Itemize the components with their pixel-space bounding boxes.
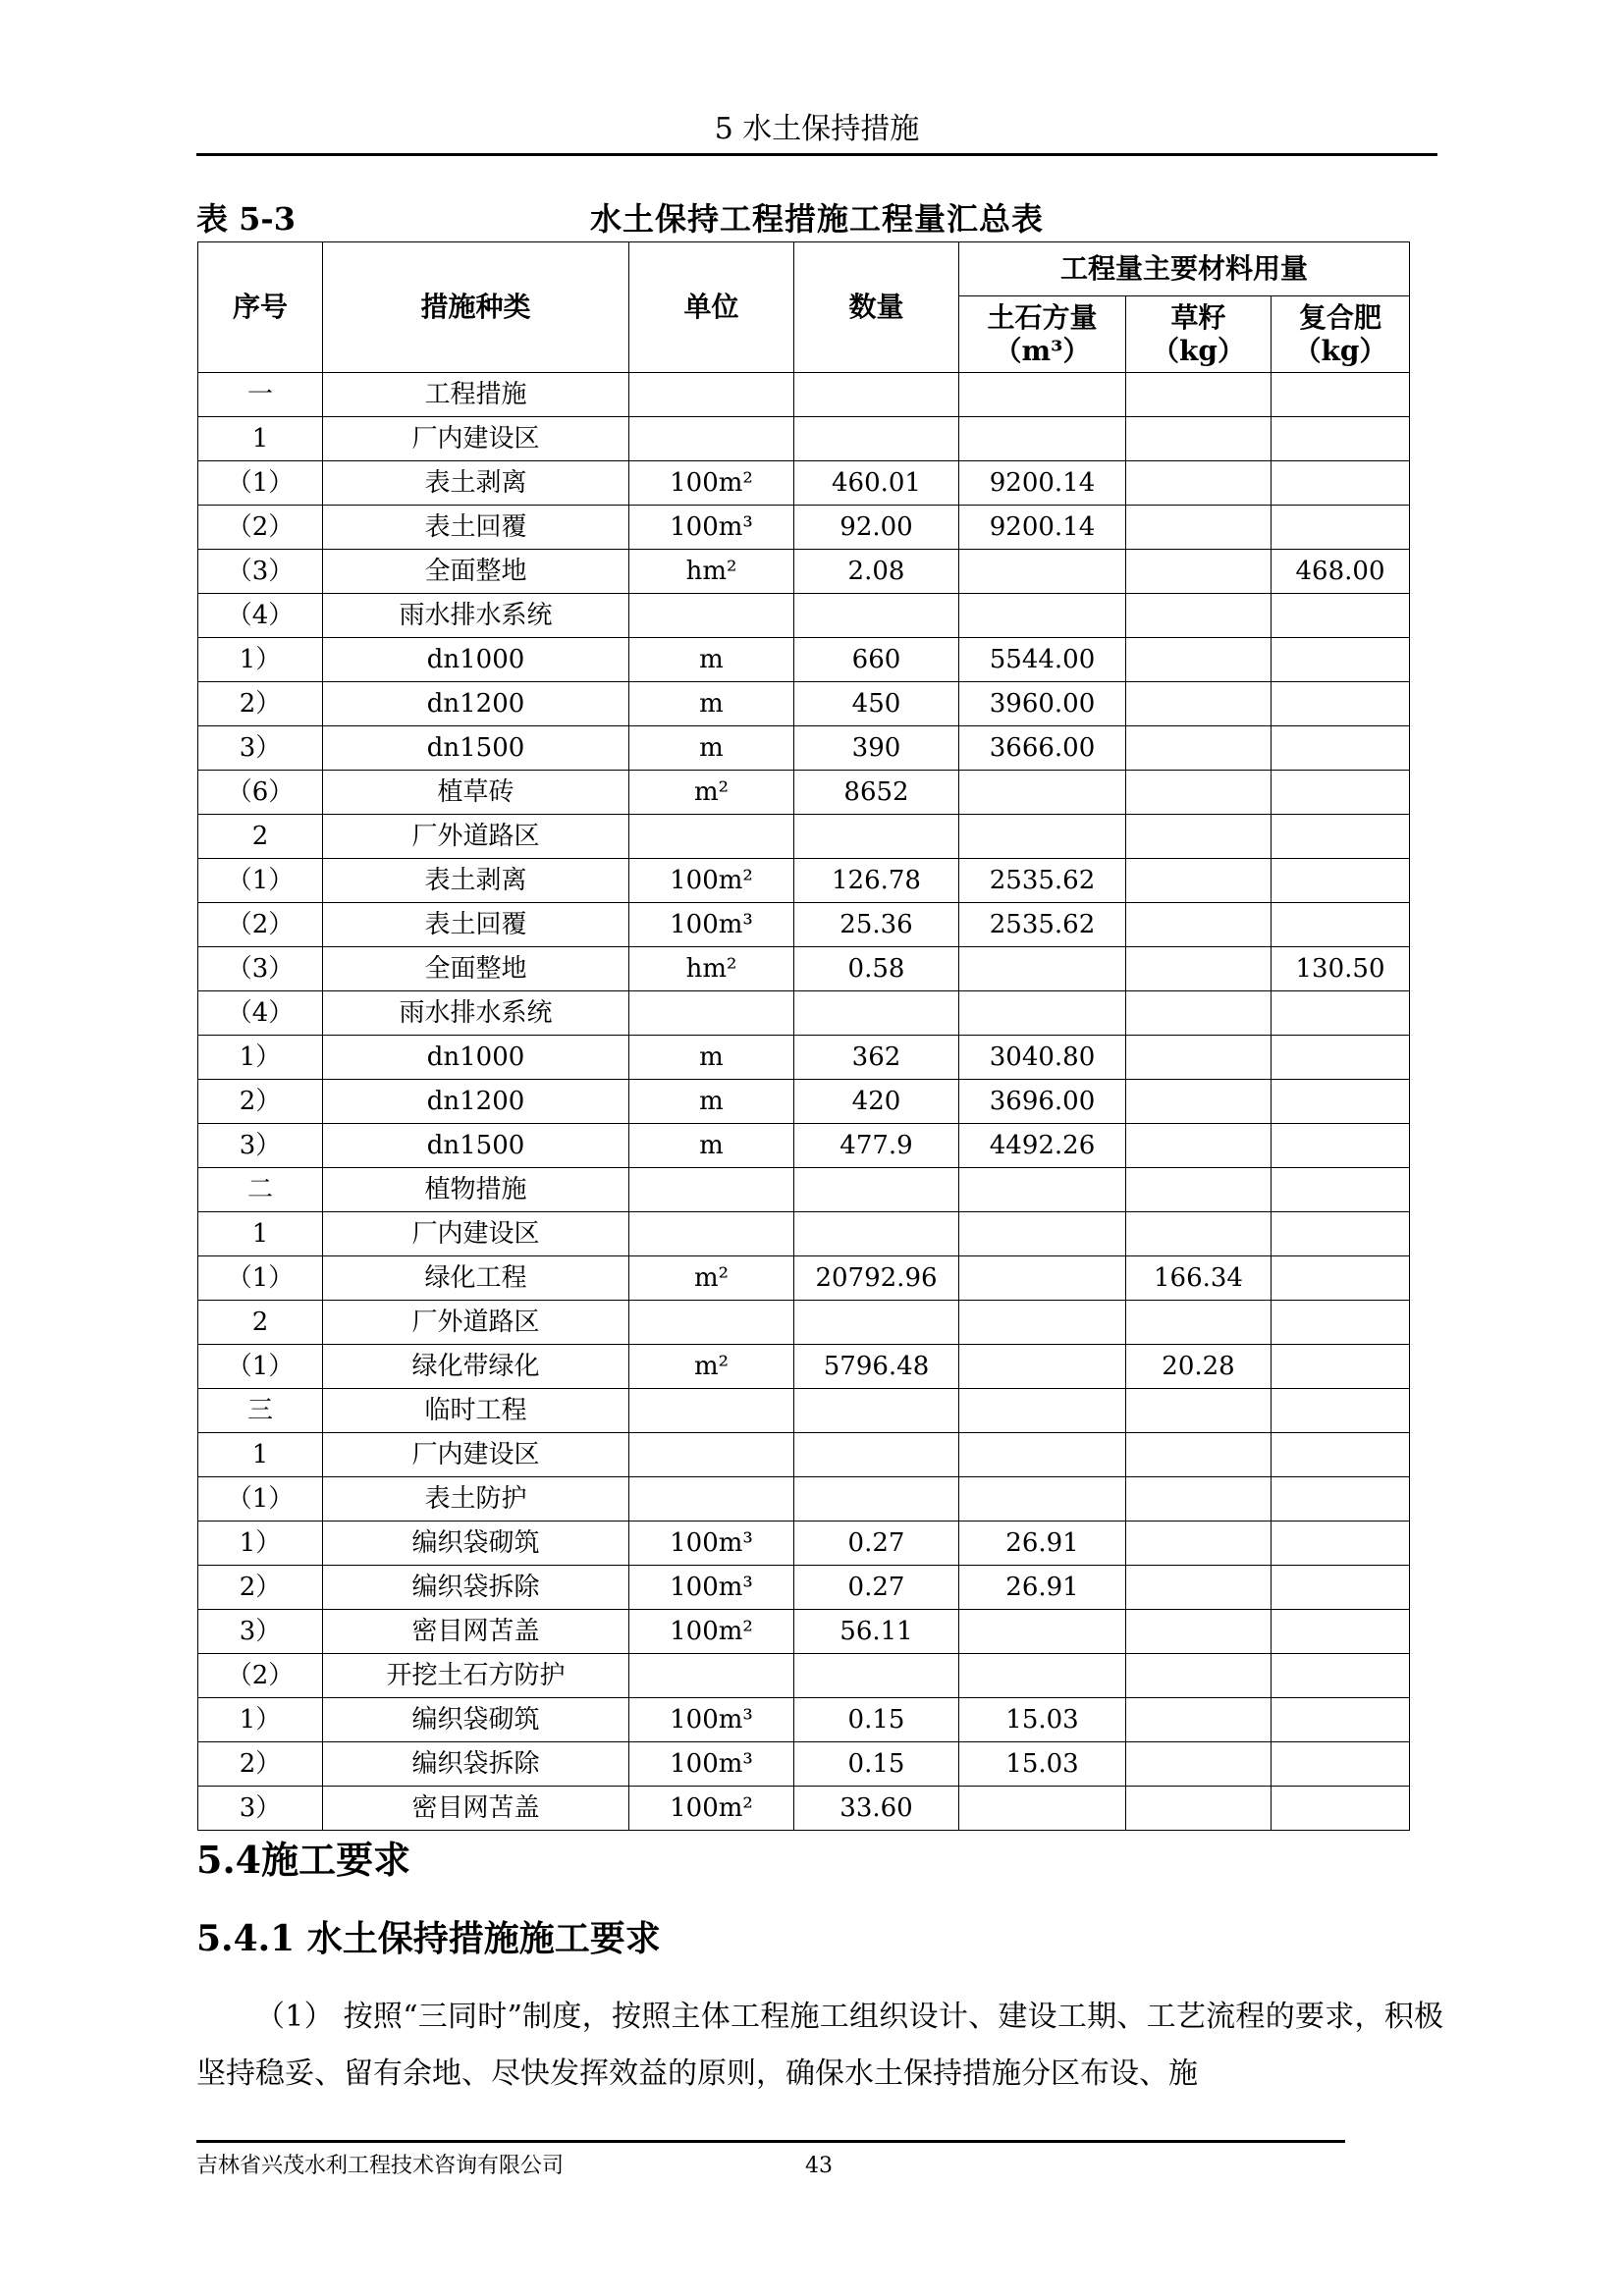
table-row	[198, 1168, 1410, 1212]
quantity-cell: 362	[794, 1036, 959, 1080]
seed-cell	[1126, 594, 1272, 638]
table-row	[198, 1566, 1410, 1610]
header-quantity: 数量	[794, 242, 959, 373]
seq-cell: （2）	[198, 903, 323, 947]
seq-cell: 2）	[198, 1566, 323, 1610]
seed-cell	[1126, 1036, 1272, 1080]
quantity-cell: 450	[794, 682, 959, 726]
table-row	[198, 1654, 1410, 1698]
earth-cell	[959, 1389, 1126, 1433]
table-row	[198, 506, 1410, 550]
header-seed	[1126, 296, 1272, 373]
table-row	[198, 1433, 1410, 1477]
quantity-cell: 2.08	[794, 550, 959, 594]
unit-cell: m	[629, 682, 794, 726]
unit-cell: 100m³	[629, 1522, 794, 1566]
seed-cell	[1126, 815, 1272, 859]
quantity-cell: 477.9	[794, 1124, 959, 1168]
seq-cell: （6）	[198, 771, 323, 815]
header-fertilizer	[1272, 296, 1410, 373]
unit-cell: 100m³	[629, 1698, 794, 1742]
earth-cell: 2535.62	[959, 859, 1126, 903]
quantity-cell	[794, 1477, 959, 1522]
earth-cell: 9200.14	[959, 506, 1126, 550]
seed-cell	[1126, 550, 1272, 594]
fertilizer-cell	[1272, 903, 1410, 947]
earth-cell	[959, 1610, 1126, 1654]
table-row	[198, 991, 1410, 1036]
seed-cell	[1126, 1787, 1272, 1831]
measure-cell: 表土回覆	[323, 506, 629, 550]
earth-cell: 3040.80	[959, 1036, 1126, 1080]
fertilizer-cell	[1272, 1522, 1410, 1566]
measure-cell: 密目网苫盖	[323, 1787, 629, 1831]
seq-cell: 1	[198, 1433, 323, 1477]
quantity-cell	[794, 373, 959, 417]
fertilizer-cell	[1272, 1124, 1410, 1168]
quantity-cell	[794, 1212, 959, 1256]
table-row	[198, 903, 1410, 947]
earth-cell	[959, 1477, 1126, 1522]
unit-cell: 100m²	[629, 461, 794, 506]
table-number: 表 5-3	[196, 200, 296, 238]
seq-cell: 1）	[198, 1036, 323, 1080]
measure-cell: 表土回覆	[323, 903, 629, 947]
table-row	[198, 1742, 1410, 1787]
seq-cell: 2	[198, 815, 323, 859]
unit-cell: 100m³	[629, 1742, 794, 1787]
earth-cell	[959, 1654, 1126, 1698]
table-caption	[196, 196, 1437, 241]
seed-cell	[1126, 1433, 1272, 1477]
table-row	[198, 1036, 1410, 1080]
earth-cell	[959, 1256, 1126, 1301]
earth-cell	[959, 550, 1126, 594]
seq-cell: 3）	[198, 1610, 323, 1654]
quantity-cell: 20792.96	[794, 1256, 959, 1301]
seed-cell	[1126, 417, 1272, 461]
fertilizer-cell	[1272, 682, 1410, 726]
fertilizer-cell	[1272, 1036, 1410, 1080]
measure-cell: 厂内建设区	[323, 1212, 629, 1256]
earth-cell	[959, 417, 1126, 461]
unit-cell	[629, 1301, 794, 1345]
seq-cell: 2）	[198, 1742, 323, 1787]
quantity-cell	[794, 417, 959, 461]
measure-cell: 表土剥离	[323, 461, 629, 506]
quantity-cell	[794, 1168, 959, 1212]
seed-cell	[1126, 373, 1272, 417]
measure-cell: 厂内建设区	[323, 417, 629, 461]
earth-cell: 3666.00	[959, 726, 1126, 771]
seq-cell: 3）	[198, 1124, 323, 1168]
table-row	[198, 1389, 1410, 1433]
measure-cell: 绿化带绿化	[323, 1345, 629, 1389]
earth-cell: 4492.26	[959, 1124, 1126, 1168]
subsection-heading: 5.4.1 水土保持措施施工要求	[196, 1918, 661, 1959]
quantity-cell: 0.15	[794, 1698, 959, 1742]
fertilizer-cell	[1272, 1433, 1410, 1477]
fertilizer-cell	[1272, 1610, 1410, 1654]
earth-cell	[959, 1787, 1126, 1831]
unit-cell: m²	[629, 1256, 794, 1301]
fertilizer-cell	[1272, 461, 1410, 506]
seed-cell	[1126, 1742, 1272, 1787]
unit-cell	[629, 815, 794, 859]
quantity-cell: 0.27	[794, 1566, 959, 1610]
measure-cell: dn1500	[323, 726, 629, 771]
fertilizer-cell	[1272, 1477, 1410, 1522]
table-row	[198, 1610, 1410, 1654]
earth-cell	[959, 594, 1126, 638]
unit-cell: m	[629, 1124, 794, 1168]
fertilizer-cell	[1272, 815, 1410, 859]
seq-cell: （1）	[198, 1345, 323, 1389]
unit-cell	[629, 1212, 794, 1256]
earth-cell: 5544.00	[959, 638, 1126, 682]
header-materials-group: 工程量主要材料用量	[959, 242, 1410, 296]
table-row	[198, 1256, 1410, 1301]
earth-cell	[959, 1433, 1126, 1477]
measure-cell: 工程措施	[323, 373, 629, 417]
fertilizer-cell	[1272, 1742, 1410, 1787]
seed-cell	[1126, 1477, 1272, 1522]
quantity-cell: 92.00	[794, 506, 959, 550]
fertilizer-cell	[1272, 1301, 1410, 1345]
seq-cell: （1）	[198, 461, 323, 506]
seq-cell: （3）	[198, 947, 323, 991]
header-seed-label: 草籽	[1170, 300, 1226, 334]
unit-cell: 100m²	[629, 1787, 794, 1831]
seq-cell: （4）	[198, 594, 323, 638]
fertilizer-cell	[1272, 1698, 1410, 1742]
seed-cell: 166.34	[1126, 1256, 1272, 1301]
seed-cell	[1126, 1566, 1272, 1610]
header-seed-unit: （kg）	[1152, 334, 1245, 367]
unit-cell: 100m³	[629, 903, 794, 947]
seed-cell	[1126, 1389, 1272, 1433]
quantity-cell: 5796.48	[794, 1345, 959, 1389]
earth-cell: 15.03	[959, 1698, 1126, 1742]
fertilizer-cell	[1272, 771, 1410, 815]
fertilizer-cell	[1272, 1256, 1410, 1301]
earth-cell	[959, 771, 1126, 815]
section-heading: 5.4施工要求	[196, 1838, 411, 1882]
earth-cell: 15.03	[959, 1742, 1126, 1787]
table-title: 水土保持工程措施工程量汇总表	[589, 200, 1044, 238]
earth-cell	[959, 1301, 1126, 1345]
unit-cell: m	[629, 726, 794, 771]
seed-cell	[1126, 1698, 1272, 1742]
seq-cell: 3）	[198, 1787, 323, 1831]
quantity-cell: 0.27	[794, 1522, 959, 1566]
header-unit: 单位	[629, 242, 794, 373]
seed-cell	[1126, 771, 1272, 815]
seq-cell: （2）	[198, 506, 323, 550]
unit-cell: hm²	[629, 947, 794, 991]
quantity-cell	[794, 1301, 959, 1345]
seq-cell: 2	[198, 1301, 323, 1345]
measure-cell: dn1000	[323, 1036, 629, 1080]
unit-cell	[629, 1477, 794, 1522]
unit-cell: 100m³	[629, 1566, 794, 1610]
seq-cell: （4）	[198, 991, 323, 1036]
fertilizer-cell	[1272, 506, 1410, 550]
unit-cell: hm²	[629, 550, 794, 594]
unit-cell	[629, 1654, 794, 1698]
quantity-cell: 126.78	[794, 859, 959, 903]
measure-cell: 表土防护	[323, 1477, 629, 1522]
quantity-cell: 33.60	[794, 1787, 959, 1831]
fertilizer-cell: 130.50	[1272, 947, 1410, 991]
header-fertilizer-label: 复合肥	[1299, 300, 1382, 334]
earth-cell	[959, 1212, 1126, 1256]
fertilizer-cell	[1272, 1389, 1410, 1433]
fertilizer-cell	[1272, 638, 1410, 682]
measure-cell: 雨水排水系统	[323, 594, 629, 638]
table-row	[198, 1301, 1410, 1345]
seq-cell: 2）	[198, 1080, 323, 1124]
fertilizer-cell	[1272, 417, 1410, 461]
seed-cell	[1126, 638, 1272, 682]
seq-cell: 3）	[198, 726, 323, 771]
table-body	[198, 373, 1410, 1831]
measure-cell: 密目网苫盖	[323, 1610, 629, 1654]
measure-cell: dn1200	[323, 682, 629, 726]
seed-cell	[1126, 1654, 1272, 1698]
unit-cell: m	[629, 1036, 794, 1080]
seq-cell: 1	[198, 417, 323, 461]
measure-cell: 开挖土石方防护	[323, 1654, 629, 1698]
footer-company: 吉林省兴茂水利工程技术咨询有限公司	[196, 2154, 565, 2178]
measure-cell: 植物措施	[323, 1168, 629, 1212]
earth-cell: 2535.62	[959, 903, 1126, 947]
table-row	[198, 726, 1410, 771]
seed-cell	[1126, 991, 1272, 1036]
seq-cell: （3）	[198, 550, 323, 594]
measure-cell: 全面整地	[323, 550, 629, 594]
fertilizer-cell	[1272, 991, 1410, 1036]
body-paragraph: （1） 按照“三同时”制度，按照主体工程施工组织设计、建设工期、工艺流程的要求，积极坚持稳妥、留有余地、尽快发挥效益的原则，确保水土保持措施分区布设、施	[196, 2000, 1443, 2091]
unit-cell: 100m²	[629, 859, 794, 903]
fertilizer-cell	[1272, 1345, 1410, 1389]
seq-cell: 2）	[198, 682, 323, 726]
unit-cell: m	[629, 1080, 794, 1124]
measure-cell: dn1000	[323, 638, 629, 682]
measure-cell: dn1200	[323, 1080, 629, 1124]
fertilizer-cell	[1272, 1654, 1410, 1698]
table-row	[198, 461, 1410, 506]
header-rule	[196, 153, 1437, 156]
measure-cell: 编织袋拆除	[323, 1742, 629, 1787]
seed-cell	[1126, 1168, 1272, 1212]
fertilizer-cell	[1272, 1168, 1410, 1212]
unit-cell	[629, 1168, 794, 1212]
earth-cell: 26.91	[959, 1522, 1126, 1566]
seed-cell	[1126, 1080, 1272, 1124]
seed-cell	[1126, 947, 1272, 991]
seed-cell: 20.28	[1126, 1345, 1272, 1389]
quantity-cell: 460.01	[794, 461, 959, 506]
quantity-cell: 25.36	[794, 903, 959, 947]
table-header	[198, 242, 1410, 373]
measure-cell: 厂内建设区	[323, 1433, 629, 1477]
unit-cell	[629, 417, 794, 461]
seed-cell	[1126, 1212, 1272, 1256]
fertilizer-cell: 468.00	[1272, 550, 1410, 594]
table-row	[198, 638, 1410, 682]
table-row	[198, 1345, 1410, 1389]
table-row	[198, 417, 1410, 461]
quantity-cell: 0.15	[794, 1742, 959, 1787]
earth-cell	[959, 991, 1126, 1036]
seed-cell	[1126, 682, 1272, 726]
measure-cell: 厂外道路区	[323, 1301, 629, 1345]
header-measure: 措施种类	[323, 242, 629, 373]
quantity-cell	[794, 815, 959, 859]
unit-cell	[629, 1389, 794, 1433]
fertilizer-cell	[1272, 594, 1410, 638]
measure-cell: 编织袋砌筑	[323, 1522, 629, 1566]
seq-cell: 1）	[198, 1698, 323, 1742]
quantity-cell	[794, 594, 959, 638]
measure-cell: 雨水排水系统	[323, 991, 629, 1036]
seed-cell	[1126, 506, 1272, 550]
seq-cell: 1）	[198, 1522, 323, 1566]
unit-cell	[629, 1433, 794, 1477]
measure-cell: 编织袋拆除	[323, 1566, 629, 1610]
earth-cell	[959, 373, 1126, 417]
quantity-cell: 8652	[794, 771, 959, 815]
seed-cell	[1126, 859, 1272, 903]
earth-cell: 26.91	[959, 1566, 1126, 1610]
table-row	[198, 1522, 1410, 1566]
unit-cell: 100m²	[629, 1610, 794, 1654]
seq-cell: 二	[198, 1168, 323, 1212]
earth-cell: 3960.00	[959, 682, 1126, 726]
quantity-cell: 660	[794, 638, 959, 682]
quantity-summary-table	[197, 241, 1410, 1831]
unit-cell	[629, 594, 794, 638]
table-row	[198, 1477, 1410, 1522]
table-row	[198, 594, 1410, 638]
measure-cell: 厂外道路区	[323, 815, 629, 859]
fertilizer-cell	[1272, 373, 1410, 417]
table-row	[198, 550, 1410, 594]
measure-cell: 表土剥离	[323, 859, 629, 903]
header-earth-unit: （m³）	[994, 334, 1091, 367]
header-earth	[959, 296, 1126, 373]
earth-cell	[959, 815, 1126, 859]
fertilizer-cell	[1272, 1787, 1410, 1831]
seq-cell: （1）	[198, 1256, 323, 1301]
table-row	[198, 1212, 1410, 1256]
table-row	[198, 1080, 1410, 1124]
measure-cell: 编织袋砌筑	[323, 1698, 629, 1742]
seed-cell	[1126, 903, 1272, 947]
table-row	[198, 1124, 1410, 1168]
table-row	[198, 682, 1410, 726]
fertilizer-cell	[1272, 1566, 1410, 1610]
fertilizer-cell	[1272, 859, 1410, 903]
seq-cell: （2）	[198, 1654, 323, 1698]
seq-cell: （1）	[198, 859, 323, 903]
table-row	[198, 771, 1410, 815]
quantity-cell: 56.11	[794, 1610, 959, 1654]
seq-cell: 三	[198, 1389, 323, 1433]
seq-cell: 1	[198, 1212, 323, 1256]
seed-cell	[1126, 1301, 1272, 1345]
unit-cell	[629, 991, 794, 1036]
header-seq: 序号	[198, 242, 323, 373]
fertilizer-cell	[1272, 1212, 1410, 1256]
quantity-cell: 0.58	[794, 947, 959, 991]
seed-cell	[1126, 1610, 1272, 1654]
seq-cell: 一	[198, 373, 323, 417]
table-row	[198, 815, 1410, 859]
measure-cell: 全面整地	[323, 947, 629, 991]
table-row	[198, 1787, 1410, 1831]
seed-cell	[1126, 726, 1272, 771]
table-row	[198, 373, 1410, 417]
quantity-cell: 420	[794, 1080, 959, 1124]
earth-cell: 3696.00	[959, 1080, 1126, 1124]
fertilizer-cell	[1272, 726, 1410, 771]
running-header: 5 水土保持措施	[714, 112, 920, 146]
seq-cell: 1）	[198, 638, 323, 682]
header-fertilizer-unit: （kg）	[1293, 334, 1387, 367]
unit-cell: 100m³	[629, 506, 794, 550]
quantity-cell: 390	[794, 726, 959, 771]
table-row	[198, 947, 1410, 991]
unit-cell: m²	[629, 1345, 794, 1389]
table-row	[198, 859, 1410, 903]
seed-cell	[1126, 1522, 1272, 1566]
unit-cell	[629, 373, 794, 417]
measure-cell: 临时工程	[323, 1389, 629, 1433]
measure-cell: 植草砖	[323, 771, 629, 815]
earth-cell: 9200.14	[959, 461, 1126, 506]
earth-cell	[959, 1345, 1126, 1389]
page-number: 43	[805, 2154, 833, 2178]
earth-cell	[959, 1168, 1126, 1212]
seed-cell	[1126, 461, 1272, 506]
quantity-cell	[794, 1389, 959, 1433]
header-earth-label: 土石方量	[987, 300, 1098, 334]
measure-cell: 绿化工程	[323, 1256, 629, 1301]
footer-rule	[196, 2140, 1345, 2143]
fertilizer-cell	[1272, 1080, 1410, 1124]
quantity-cell	[794, 1654, 959, 1698]
seed-cell	[1126, 1124, 1272, 1168]
unit-cell: m	[629, 638, 794, 682]
measure-cell: dn1500	[323, 1124, 629, 1168]
quantity-cell	[794, 991, 959, 1036]
unit-cell: m²	[629, 771, 794, 815]
seq-cell: （1）	[198, 1477, 323, 1522]
table-row	[198, 1698, 1410, 1742]
earth-cell	[959, 947, 1126, 991]
quantity-cell	[794, 1433, 959, 1477]
